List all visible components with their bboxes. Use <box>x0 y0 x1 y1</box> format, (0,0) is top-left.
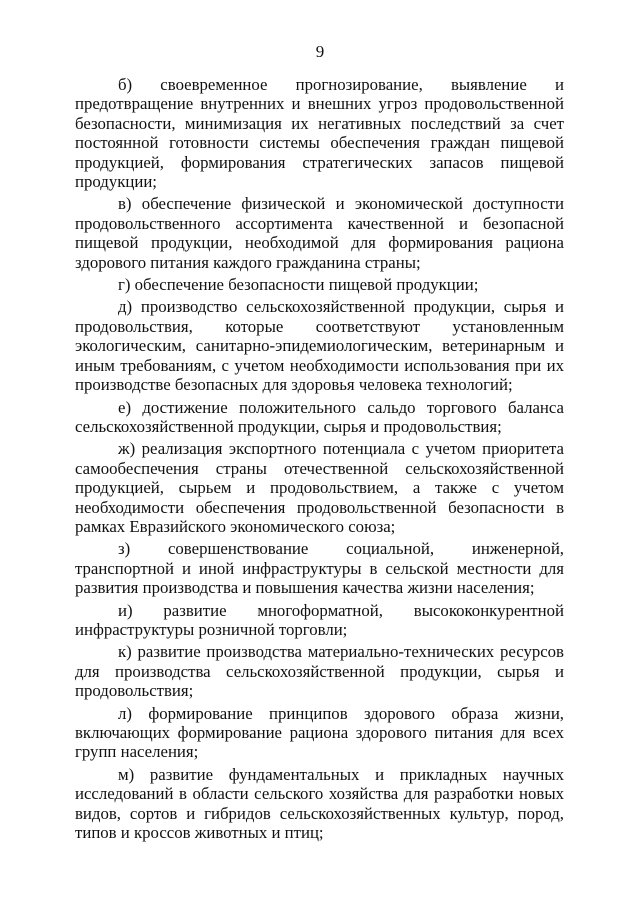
paragraph-z: з) совершенствование социальной, инженерной, транспортной и иной инфраструктуры в сельской местности для развития производства и повышения качества жизни населения; <box>75 539 564 598</box>
paragraph-e: е) достижение положительного сальдо торгового баланса сельскохозяйственной продукции, сырья и продовольствия; <box>75 397 564 436</box>
paragraph-l: л) формирование принципов здорового образа жизни, включающих формирование рациона здорового питания для всех групп населения; <box>75 703 564 762</box>
paragraph-g: г) обеспечение безопасности пищевой продукции; <box>118 275 479 295</box>
paragraph-d: д) производство сельскохозяйственной продукции, сырья и продовольствия, которые соответствуют установленным экологическим, санитарно-эпидемиологическим, ветеринарным и иным требованиям, с учетом необходимости использования при их производстве безопасных для здоровья человека технологий; <box>75 297 564 395</box>
paragraph-v: в) обеспечение физической и экономической доступности продовольственного ассортимента качественной и безопасной пищевой продукции, необходимой для формирования рациона здорового питания каждого гражданина страны; <box>75 194 564 272</box>
paragraph-m: м) развитие фундаментальных и прикладных научных исследований в области сельского хозяйства для разработки новых видов, сортов и гибридов сельскохозяйственных культур, пород, типов и кроссов животных и птиц; <box>75 764 564 843</box>
document-body <box>75 75 564 845</box>
paragraph-i: и) развитие многоформатной, высококонкурентной инфраструктуры розничной торговли; <box>75 600 564 639</box>
paragraph-b: б) своевременное прогнозирование, выявление и предотвращение внутренних и внешних угроз продовольственной безопасности, минимизация их негативных последствий за счет постоянной готовности системы обеспечения граждан пищевой продукцией, формирования стратегических запасов пищевой продукции; <box>75 75 564 192</box>
paragraph-k: к) развитие производства материально-технических ресурсов для производства сельскохозяйственной продукции, сырья и продовольствия; <box>75 642 564 701</box>
paragraph-zh: ж) реализация экспортного потенциала с учетом приоритета самообеспечения страны отечественной сельскохозяйственной продукцией, сырьем и продовольствием, а также с учетом необходимости обеспечения продовольственной безопасности в рамках Евразийского экономического союза; <box>75 439 564 536</box>
page-number: 9 <box>315 42 325 61</box>
